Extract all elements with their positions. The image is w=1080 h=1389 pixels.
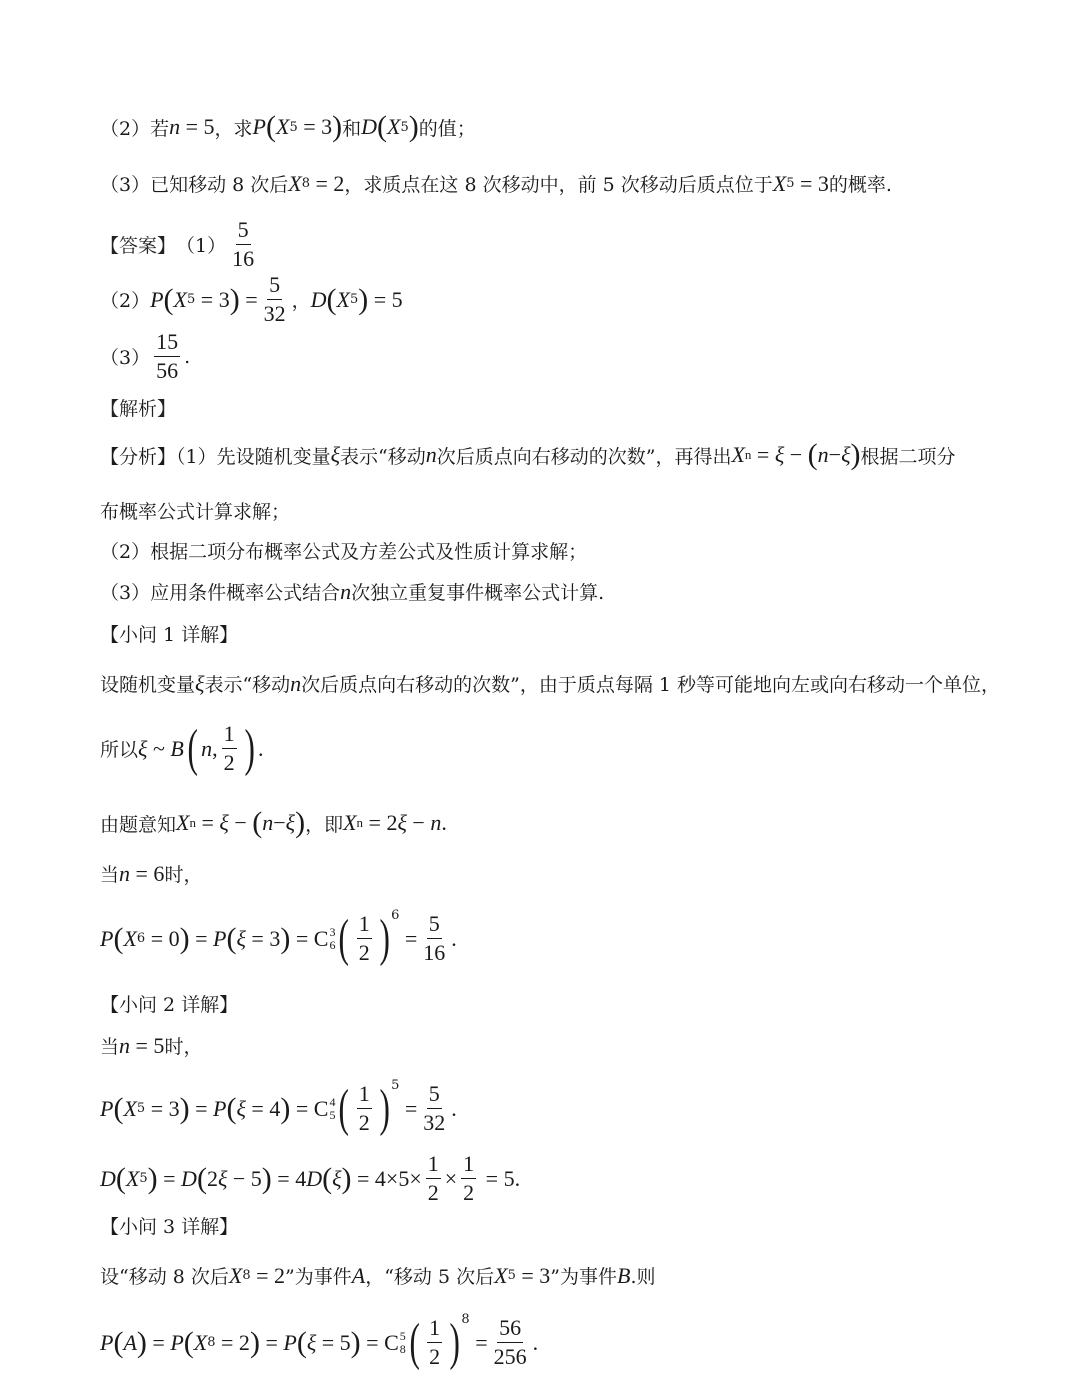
- subq2-formula-d: D ( X 5 ) = D ( 2 ξ − 5 ) = 4 D ( ξ ) = 4×5× $\frac{1}{2}$ × $\frac{1}{2}$ = 5.: [100, 1151, 521, 1206]
- subq2-heading-text: 【小问 2 详解】: [100, 994, 239, 1016]
- analysis-f3-b: 次独立重复事件概率公式计算.: [351, 582, 605, 604]
- question-part-3: （3）已知移动 8 次后 X 8 = 2 ，求质点在这 8 次移动中，前 5 次移动后质点位于 X 5 = 3 的概率.: [100, 170, 892, 196]
- answer-heading: 【答案】: [100, 235, 177, 258]
- subq2-l1-b: 时，: [164, 1036, 203, 1058]
- analysis-line-3: （3）应用条件概率公式结合 n 次独立重复事件概率公式计算.: [100, 578, 605, 604]
- subq3-l1-b: ”为事件: [285, 1266, 352, 1288]
- analysis-heading-text: 【解析】: [100, 398, 177, 420]
- math-p: P: [252, 114, 266, 139]
- result-fraction-2: $\frac{5}{32}$: [423, 1081, 446, 1136]
- answer-2-separator: ，: [291, 290, 311, 313]
- q2-mid: ，求: [214, 117, 253, 140]
- q3-end: 的概率.: [828, 174, 892, 196]
- question-part-2: （2）若 n = 5 ，求 P ( X 5 = 3 ) 和 D ( X 5 ) 的值；: [100, 110, 476, 143]
- subq3-heading-text: 【小问 3 详解】: [100, 1216, 239, 1238]
- answer-3-end: .: [184, 345, 191, 368]
- math-n: n: [169, 114, 181, 139]
- subq1-heading: [100, 620, 238, 647]
- half-fraction: $\frac{1}{2}$: [223, 721, 235, 776]
- analysis-f1-d: 根据二项分: [860, 445, 956, 468]
- answer-3-fraction: $\frac{15}{56}$: [156, 329, 179, 384]
- subq3-l1-c: ，“移动 5 次后: [365, 1266, 495, 1288]
- analysis-f2: （2）根据二项分布概率公式及方差公式及性质计算求解；: [100, 541, 588, 563]
- subq1-l4-a: 当: [100, 864, 120, 886]
- q3-label: （3）已知移动 8 次后: [100, 174, 289, 196]
- analysis-line-1b: [100, 497, 290, 524]
- subq2-formula-p: P ( X 5 = 3 ) = P ( ξ = 4 ) = C 4 5 ( $\frac{1}{2}$ ) 5 = $\frac{5}{32}$ .: [100, 1078, 457, 1137]
- subq1-l3-a: 由题意知: [100, 813, 177, 836]
- subq3-heading: [100, 1212, 238, 1239]
- answer-2-label: （2）: [100, 290, 151, 313]
- analysis-line-1: 【分析】（1）先设随机变量 ξ 表示“移动 n 次后质点向右移动的次数”，再得出 X n = ξ − ( n − ξ ) 根据二项分: [100, 438, 956, 471]
- answer-1: [100, 218, 260, 271]
- q2-label: （2）若: [100, 117, 170, 140]
- subq1-l1-b: 表示“移动: [204, 674, 291, 696]
- subq3-l1-e: .则: [630, 1266, 656, 1288]
- subq1-l3-b: ，即: [305, 813, 344, 836]
- math-d: D: [361, 114, 378, 139]
- subq3-l1-d: ”为事件: [550, 1266, 617, 1288]
- subq1-l1-c: 次后质点向右移动的次数”，由于质点每隔 1 秒等可能地向左或向右移动一个单位，: [301, 674, 1001, 696]
- analysis-f1-c: 次后质点向右移动的次数”，再得出: [436, 445, 732, 468]
- subq3-l1-a: 设“移动 8 次后: [100, 1266, 229, 1288]
- q3-mid: ，求质点在这 8 次移动中，前 5 次移动后质点位于: [344, 174, 773, 196]
- analysis-line-2: [100, 537, 587, 564]
- analysis-f1-a: 【分析】（1）先设随机变量: [100, 445, 331, 468]
- answer-1-label: （1）: [176, 235, 227, 258]
- subq1-formula: P ( X 6 = 0 ) = P ( ξ = 3 ) = C 3 6 ( $\frac{1}{2}$ ) 6 = $\frac{5}{16}$ .: [100, 908, 457, 967]
- subq1-line-1: 设随机变量 ξ 表示“移动 n 次后质点向右移动的次数”，由于质点每隔 1 秒等可能地向左或向右移动一个单位，: [100, 670, 1001, 696]
- result-fraction-1: $\frac{5}{16}$: [423, 911, 446, 966]
- combination-c63: C 3 6: [313, 925, 336, 952]
- subq1-line-4: 当 n = 6 时，: [100, 860, 203, 886]
- combination-c85: C 5 8: [384, 1329, 406, 1356]
- result-fraction-3: $\frac{56}{256}$: [493, 1315, 527, 1370]
- answer-2: （2） P ( X 5 = 3 ) = $\frac{5}{32}$ ， D ( X 5 ) = 5: [100, 272, 403, 327]
- answer-2-fraction: $\frac{5}{32}$: [263, 272, 286, 327]
- answer-1-fraction: $\frac{5}{16}$: [232, 217, 255, 272]
- subq3-formula: P ( A ) = P ( X 8 = 2 ) = P ( ξ = 5 ) = C 5 8 ( $\frac{1}{2}$ ) 8 = $\frac{56}{256}$ .: [100, 1312, 539, 1371]
- subq2-heading: [100, 990, 238, 1017]
- subq2-line-1: 当 n = 5 时，: [100, 1032, 203, 1058]
- analysis-f1-b: 表示“移动: [340, 445, 426, 468]
- subq1-l2-a: 所以: [100, 739, 139, 762]
- answer-3-label: （3）: [100, 347, 151, 370]
- subq1-l1-a: 设随机变量: [100, 674, 196, 696]
- analysis-heading: [100, 394, 176, 421]
- analysis-f1-line2: 布概率公式计算求解；: [100, 501, 291, 523]
- analysis-f3-a: （3）应用条件概率公式结合: [100, 582, 341, 604]
- q2-end: 的值；: [418, 117, 476, 140]
- subq1-line-2: 所以 ξ ~ B ( n , $\frac{1}{2}$ ) .: [100, 719, 264, 777]
- subq1-heading-text: 【小问 1 详解】: [100, 624, 239, 646]
- math-eq: = 5: [180, 114, 215, 139]
- subq1-line-3: 由题意知 X n = ξ − ( n − ξ ) ，即 X n = 2 ξ − n .: [100, 806, 447, 839]
- subq1-l4-b: 时，: [164, 864, 203, 886]
- subq2-l1-a: 当: [100, 1036, 120, 1058]
- answer-3: [100, 330, 190, 383]
- q2-and: 和: [342, 117, 362, 140]
- subq3-line-1: 设“移动 8 次后 X 8 = 2 ”为事件 A ，“移动 5 次后 X 5 = 3 ”为事件 B .则: [100, 1262, 656, 1288]
- combination-c54: C 4 5: [313, 1095, 336, 1122]
